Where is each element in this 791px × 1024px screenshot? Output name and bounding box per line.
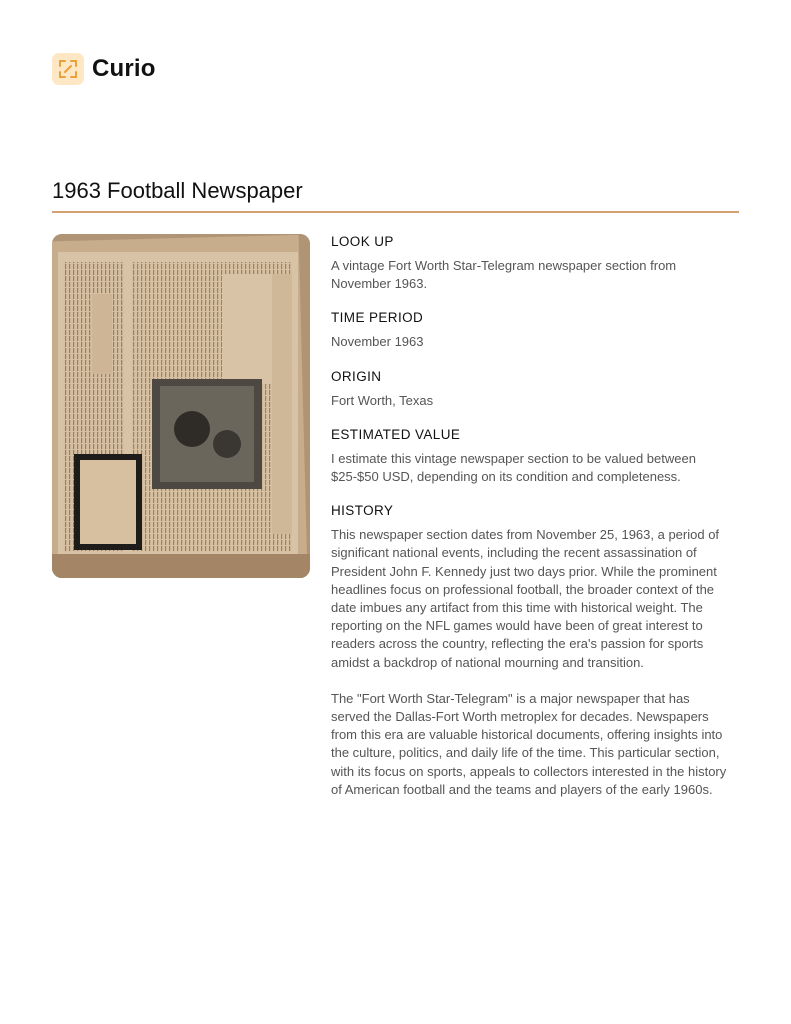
section-body: I estimate this vintage newspaper section to be valued between $25-$50 USD, depending on its condition and completeness.: [331, 450, 696, 485]
page-title: 1963 Football Newspaper: [52, 178, 303, 203]
brand: [52, 53, 156, 85]
history-paragraph: The "Fort Worth Star-Telegram" is a major newspaper that has served the Dallas-Fort Worth metroplex for decades. Newspapers from this era are valuable historical documents, offering insights into the culture, politics, and daily life of the time. This particular section, with its focus on sports, appeals to collectors interested in the history of American football and the teams and players of the early 1960s.: [331, 690, 727, 797]
section-origin: [331, 369, 731, 410]
curio-frame-icon: [52, 53, 84, 85]
history-paragraph: This newspaper section dates from November 25, 1963, a period of significant national events, including the recent assassination of President John F. Kennedy just two days prior. While the prominent headlines focus on professional football, the broader context of the date imbues any artifact from this time with historical weight. The reporting on the NFL games would have been of great interest to readers across the country, reflecting the era's passion for sports amidst a backdrop of national mourning and transition.: [331, 527, 720, 670]
section-heading: ORIGIN: [331, 368, 382, 384]
section-time-period: [331, 310, 731, 351]
section-heading: LOOK UP: [331, 234, 394, 249]
title-divider: [52, 211, 739, 213]
section-history: [331, 503, 731, 799]
section-body: A vintage Fort Worth Star-Telegram newspaper section from November 1963.: [331, 258, 677, 292]
section-heading: HISTORY: [331, 503, 394, 519]
section-heading: TIME PERIOD: [331, 310, 424, 326]
section-heading: ESTIMATED VALUE: [331, 426, 461, 442]
section-body: November 1963: [331, 334, 424, 350]
section-body: Fort Worth, Texas: [331, 392, 434, 408]
details-panel: [331, 234, 731, 816]
section-look-up: [331, 234, 731, 293]
section-estimated-value: [331, 427, 731, 486]
item-photo: [52, 234, 310, 578]
brand-name: Curio: [92, 55, 156, 82]
